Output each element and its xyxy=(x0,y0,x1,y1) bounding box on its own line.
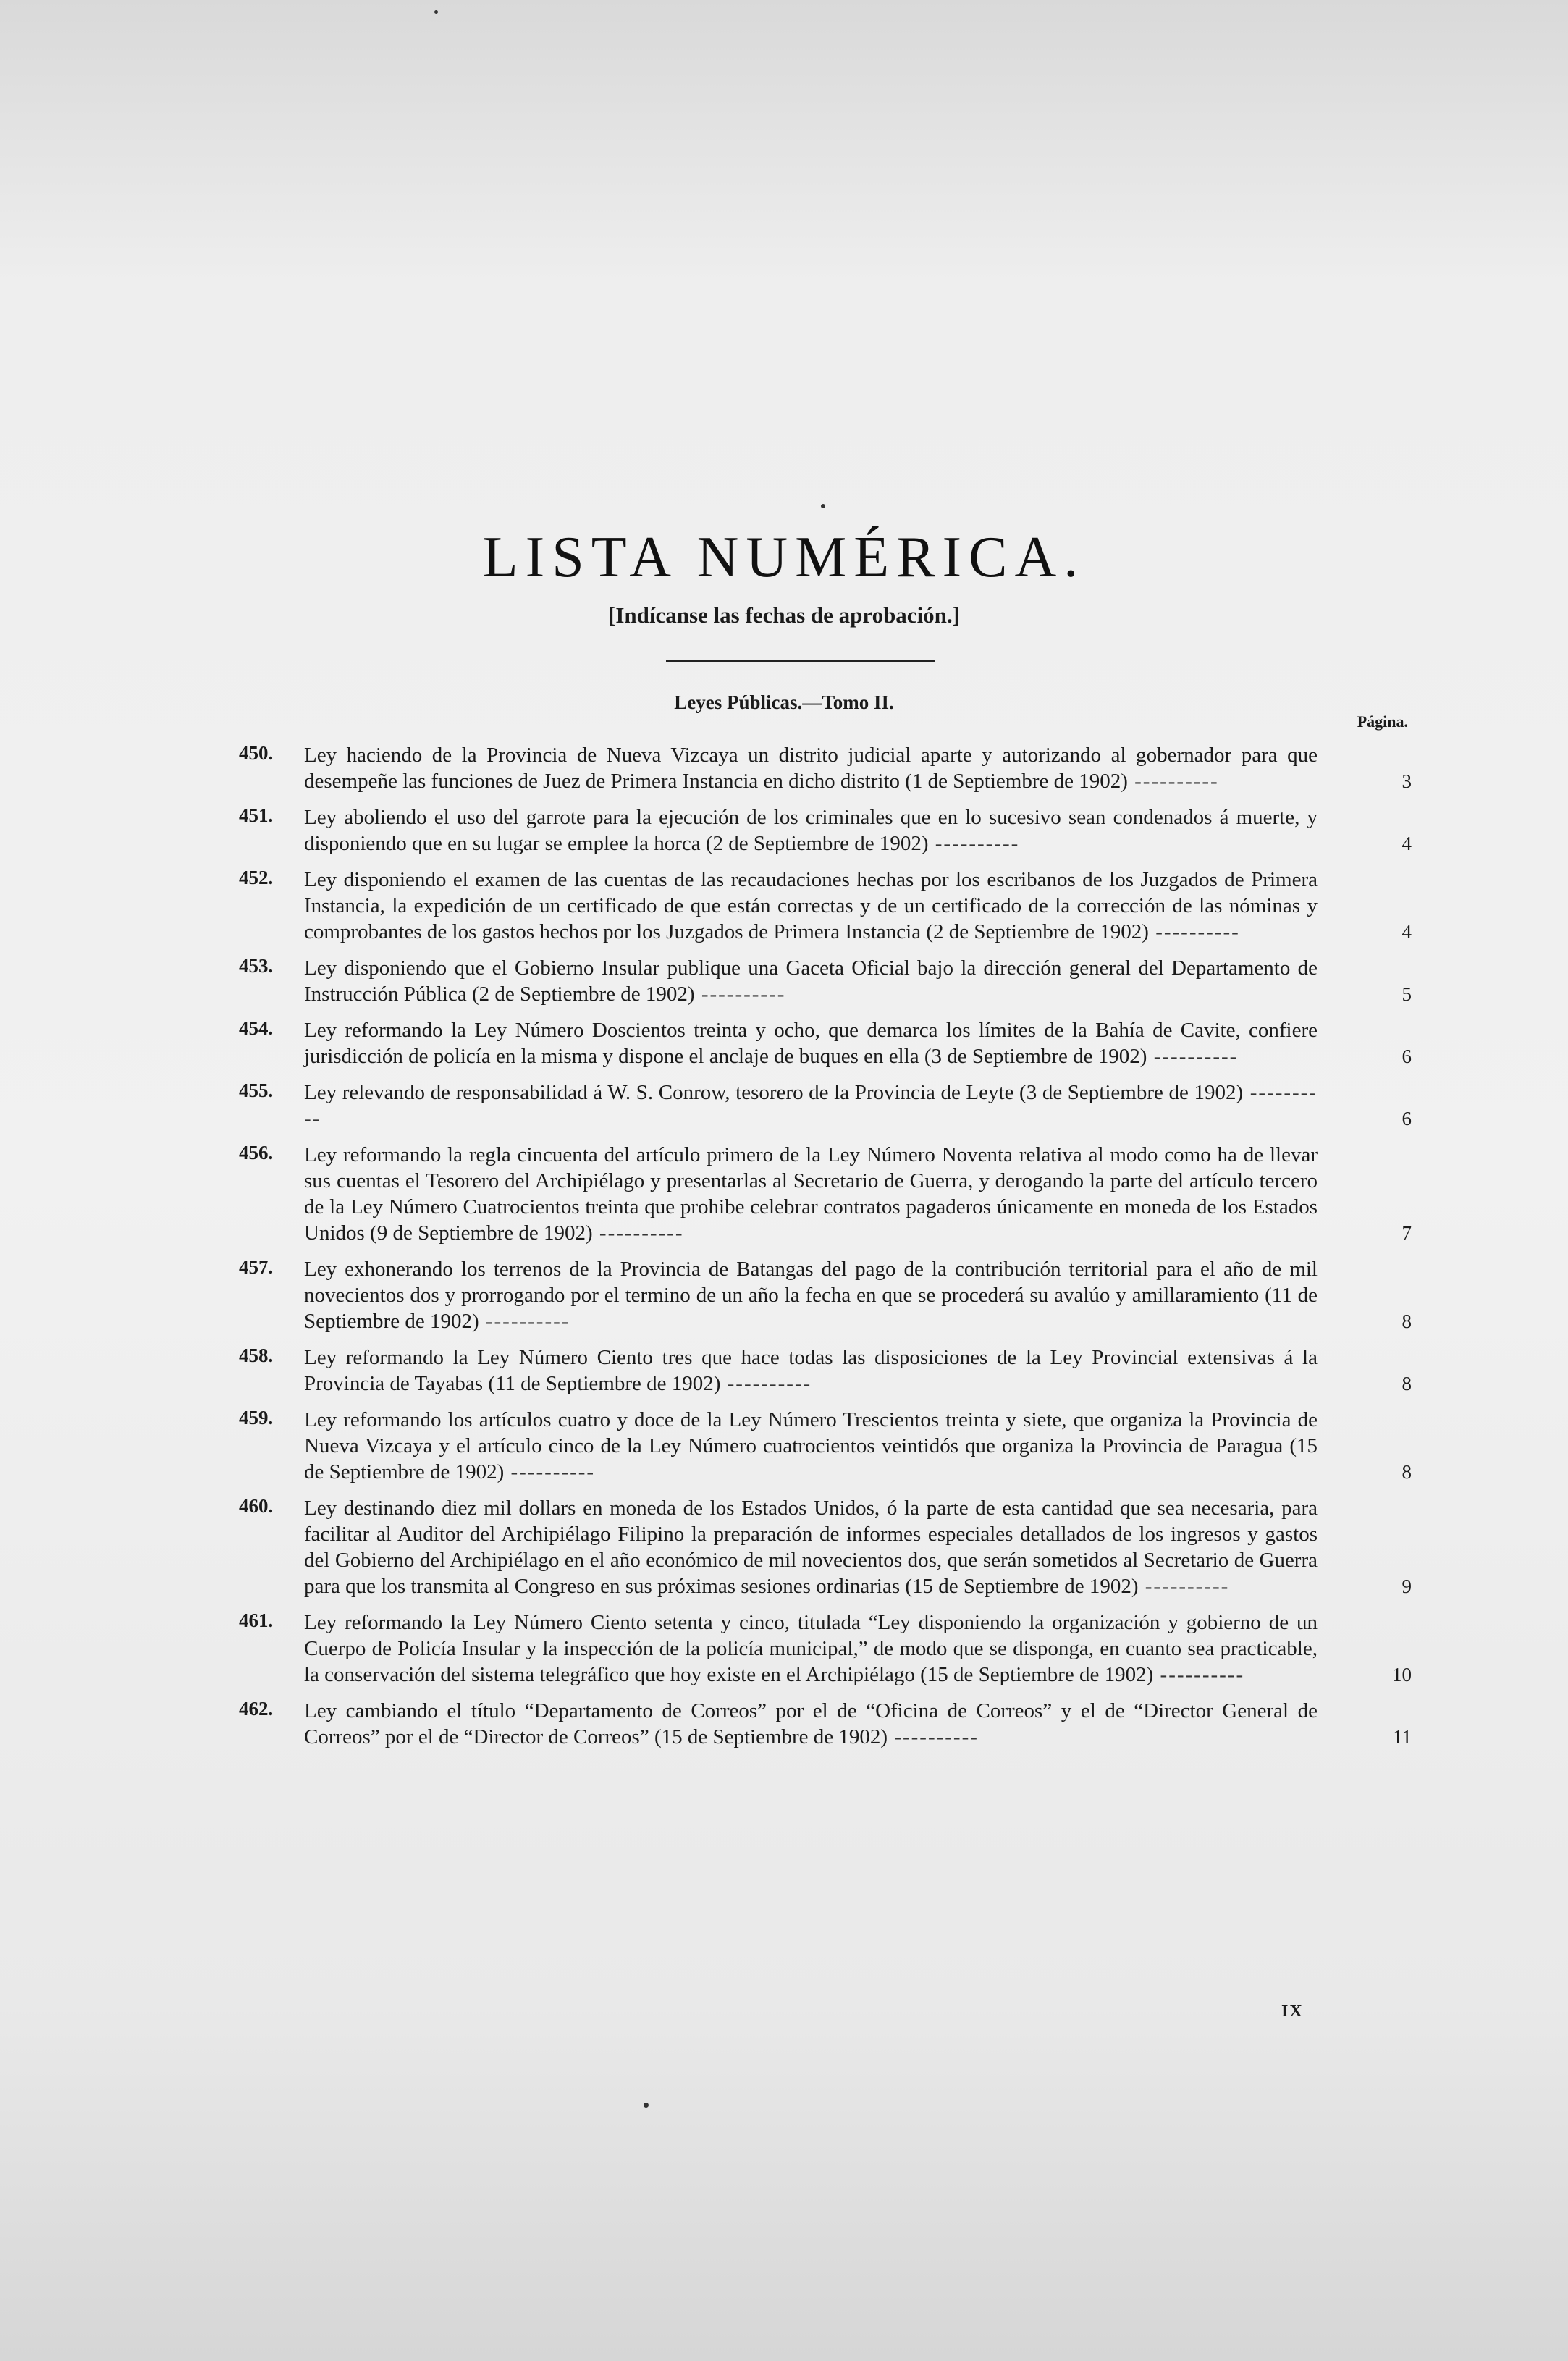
list-item xyxy=(239,742,1412,794)
folio-number: IX xyxy=(1281,2002,1304,2021)
entry-page-number: 5 xyxy=(1401,983,1412,1005)
entry-page-number: 8 xyxy=(1401,1461,1412,1483)
entry-description: Ley cambiando el título “Departamento de Correos” por el de “Oficina de Correos” y el de “Director General de Correos” por el de “Director de Correos” (15 de Septiembre de 1902) xyxy=(304,1699,1318,1748)
dot-leader: ---------- xyxy=(304,1081,1318,1130)
list-item xyxy=(239,1495,1412,1599)
entry-page-number: 4 xyxy=(1401,921,1412,943)
entry-page-number: 11 xyxy=(1393,1726,1412,1748)
entry-text xyxy=(304,1080,1318,1132)
dot-leader: ---------- xyxy=(1147,1045,1239,1068)
list-item xyxy=(239,1080,1412,1132)
dot-leader: ---------- xyxy=(1148,920,1240,943)
entry-number: 459. xyxy=(239,1407,274,1428)
entry-number: 462. xyxy=(239,1698,274,1720)
entry-text xyxy=(304,1495,1318,1599)
entry-number: 450. xyxy=(239,742,274,764)
entry-number: 457. xyxy=(239,1256,274,1278)
speck-mark xyxy=(434,10,438,14)
entry-page-number: 9 xyxy=(1401,1575,1412,1597)
entry-description: Ley reformando la Ley Número Ciento tres que hace todas las disposiciones de la Ley Provincial extensivas á la Provincia de Tayabas (11 de Septiembre de 1902) xyxy=(304,1346,1318,1395)
entry-page-number: 6 xyxy=(1401,1108,1412,1129)
entry-text xyxy=(304,1698,1318,1750)
speck-mark xyxy=(821,504,825,508)
dot-leader: ---------- xyxy=(1138,1575,1230,1598)
entry-text xyxy=(304,867,1318,945)
list-item xyxy=(239,1698,1412,1750)
entry-page-number: 3 xyxy=(1401,770,1412,792)
entry-description: Ley haciendo de la Provincia de Nueva Vizcaya un distrito judicial aparte y autorizando al gobernador para que desempeñe las funciones de Juez de Primera Instancia en dicho distrito (1 de Septiembre de 1902) xyxy=(304,744,1318,793)
entry-text xyxy=(304,1017,1318,1069)
entry-text xyxy=(304,1256,1318,1334)
list-item xyxy=(239,1017,1412,1069)
dot-leader: ---------- xyxy=(504,1460,596,1483)
list-item xyxy=(239,1609,1412,1688)
list-item xyxy=(239,1142,1412,1246)
entry-number: 456. xyxy=(239,1142,274,1163)
dot-leader: ---------- xyxy=(888,1725,979,1748)
dot-leader: ---------- xyxy=(1153,1663,1245,1686)
entry-description: Ley disponiendo el examen de las cuentas de las recaudaciones hechas por los escribanos de los Juzgados de Primera Instancia, la expedición de un certificado de que están correctas y de un certificado de la corrección de las nóminas y comprobantes de los gastos hechos por los Juzgados de Primera Instancia (2 de Septiembre de 1902) xyxy=(304,868,1318,943)
dot-leader: ---------- xyxy=(694,982,786,1006)
dot-leader: ---------- xyxy=(928,832,1020,855)
dot-leader: ---------- xyxy=(592,1221,684,1245)
entry-text xyxy=(304,804,1318,857)
entry-text xyxy=(304,1407,1318,1485)
entry-number: 460. xyxy=(239,1495,274,1517)
entry-description: Ley relevando de responsabilidad á W. S. Conrow, tesorero de la Provincia de Leyte (3 de Septiembre de 1902) xyxy=(304,1081,1244,1104)
list-item xyxy=(239,804,1412,857)
list-item xyxy=(239,1256,1412,1334)
entry-text xyxy=(304,1344,1318,1397)
entry-number: 451. xyxy=(239,804,274,826)
entry-description: Ley destinando diez mil dollars en moneda de los Estados Unidos, ó la parte de esta cantidad que sea necesaria, para facilitar al Auditor del Archipiélago Filipino la preparación de informes especiales detallados de los ingresos y gastos del Gobierno del Archipiélago en el año económico de mil novecientos dos, que serán sometidos al Secretario de Guerra para que los transmita al Congreso en sus próximas sesiones ordinarias (15 de Septiembre de 1902) xyxy=(304,1497,1318,1598)
title-rule xyxy=(666,660,935,662)
entry-text xyxy=(304,955,1318,1007)
list-item xyxy=(239,955,1412,1007)
entry-number: 458. xyxy=(239,1344,274,1366)
section-heading: Leyes Públicas.—Tomo II. xyxy=(674,691,894,713)
entry-description: Ley reformando la Ley Número Ciento setenta y cinco, titulada “Ley disponiendo la organización y gobierno de un Cuerpo de Policía Insular y la inspección de la policía municipal,” de modo que se disponga, en cuanto sea practicable, la conservación del sistema telegráfico que hoy existe en el Archipiélago (15 de Septiembre de 1902) xyxy=(304,1611,1318,1686)
dot-leader: ---------- xyxy=(1127,770,1219,793)
entry-text xyxy=(304,742,1318,794)
entry-description: Ley reformando la Ley Número Doscientos treinta y ocho, que demarca los límites de la Bahía de Cavite, confiere jurisdicción de policía en la misma y dispone el anclaje de buques en ella (3 de Septiembre de 1902) xyxy=(304,1019,1318,1068)
entry-number: 461. xyxy=(239,1609,274,1631)
law-list xyxy=(239,742,1412,1760)
dot-leader: ---------- xyxy=(720,1372,812,1395)
entry-number: 452. xyxy=(239,867,274,888)
entry-page-number: 8 xyxy=(1401,1373,1412,1394)
entry-number: 455. xyxy=(239,1080,274,1101)
entry-page-number: 6 xyxy=(1401,1045,1412,1067)
list-item xyxy=(239,867,1412,945)
dot-leader: ---------- xyxy=(479,1310,570,1333)
entry-number: 454. xyxy=(239,1017,274,1039)
entry-page-number: 4 xyxy=(1401,833,1412,854)
page-title: LISTA NUMÉRICA. xyxy=(482,526,1086,589)
entry-description: Ley aboliendo el uso del garrote para la ejecución de los criminales que en lo sucesivo sean condenados á muerte, y disponiendo que en su lugar se emplee la horca (2 de Septiembre de 1902) xyxy=(304,806,1318,855)
entry-description: Ley reformando la regla cincuenta del artículo primero de la Ley Número Noventa relativa al modo como ha de llevar sus cuentas el Tesorero del Archipiélago y presentarlas al Secretario de Guerra, y derogando la parte del artículo tercero de la Ley Número Cuatrocientos treinta que prohibe celebrar contratos pagaderos únicamente en moneda de los Estados Unidos (9 de Septiembre de 1902) xyxy=(304,1143,1318,1245)
speck-mark xyxy=(644,2103,649,2108)
entry-page-number: 7 xyxy=(1401,1222,1412,1244)
list-item xyxy=(239,1407,1412,1485)
entry-description: Ley exhonerando los terrenos de la Provincia de Batangas del pago de la contribución territorial para el año de mil novecientos dos y prorrogando por el termino de un año la fecha en que se procederá su avalúo y amillaramiento (11 de Septiembre de 1902) xyxy=(304,1258,1318,1333)
page-subtitle: [Indícanse las fechas de aprobación.] xyxy=(608,602,960,628)
entry-page-number: 8 xyxy=(1401,1310,1412,1332)
list-item xyxy=(239,1344,1412,1397)
entry-page-number: 10 xyxy=(1392,1664,1412,1685)
entry-text xyxy=(304,1609,1318,1688)
entry-description: Ley disponiendo que el Gobierno Insular publique una Gaceta Oficial bajo la dirección general del Departamento de Instrucción Pública (2 de Septiembre de 1902) xyxy=(304,956,1318,1006)
page-column-heading: Página. xyxy=(1357,712,1408,731)
entry-number: 453. xyxy=(239,955,274,977)
entry-description: Ley reformando los artículos cuatro y doce de la Ley Número Trescientos treinta y siete, que organiza la Provincia de Nueva Vizcaya y el artículo cinco de la Ley Número cuatrocientos veintidós que organiza la Provincia de Paragua (15 de Septiembre de 1902) xyxy=(304,1408,1318,1483)
entry-text xyxy=(304,1142,1318,1246)
